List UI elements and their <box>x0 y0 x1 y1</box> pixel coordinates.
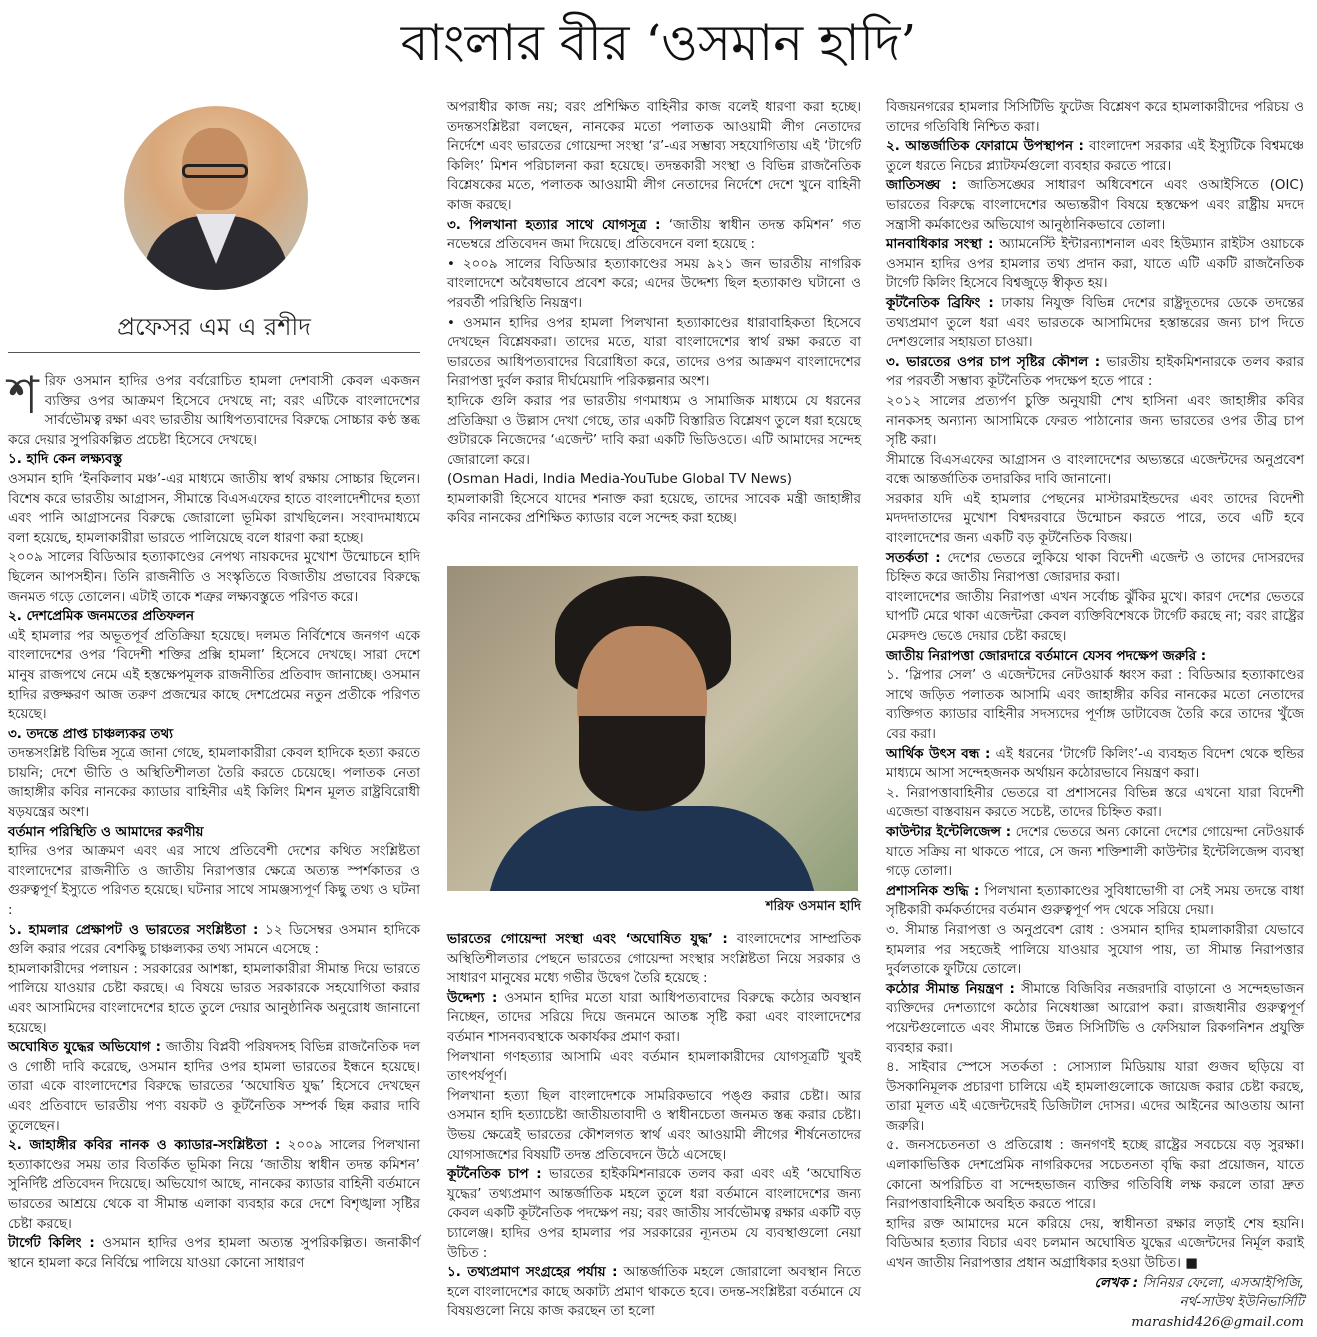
paragraph-text: এই হামলার পর অভূতপূর্ব প্রতিক্রিয়া হয়েছে। দলমত নির্বিশেষে জনগণ একে বাংলাদেশের ওপর ‘বিদেশী শক্তির প্রক্সি হামলা’ হিসেবে দেখছে। সারা দেশে মানুষ রাজপথে নেমে এই হস্তক্ষেপমূলক রাজনীতির প্রতিবাদ জানাচ্ছে। ওসমান হাদির রক্তক্ষরণ আজ তরুণ প্রজন্মের কাছে দেশপ্রেমের নতুন প্রতীকে পরিণত হয়েছে। <box>8 628 420 723</box>
article-paragraph <box>447 490 861 529</box>
article-column-3 <box>886 98 1304 1332</box>
paragraph-lead: ৩. তদন্তে প্রাপ্ত চাঞ্চল্যকর তথ্য <box>8 726 174 742</box>
author-photo <box>124 106 308 290</box>
article-paragraph <box>8 921 420 960</box>
article-column-2-bottom <box>447 930 861 1322</box>
paragraph-lead: টার্গেট কিলিং : <box>8 1236 95 1252</box>
article-paragraph <box>886 1058 1304 1136</box>
article-paragraph <box>886 1136 1304 1214</box>
paragraph-text: সীমান্তে বিজিবির নজরদারি বাড়ানো ও সন্দেহভাজন ব্যক্তিদের দেশত্যাগে কঠোর নিষেধাজ্ঞা আরোপ করা। রাজধানীর গুরুত্বপূর্ণ পয়েন্টগুলোতে এবং সীমান্তে উন্নত সিসিটিভি ও ফেসিয়াল রিকগনিশন প্রযুক্তি ব্যবহার করা। <box>886 981 1304 1056</box>
article-paragraph <box>447 392 861 470</box>
article-paragraph <box>886 980 1304 1058</box>
paragraph-lead: আর্থিক উৎস বন্ধ : <box>886 746 991 762</box>
author-email: marashid426@gmail.com <box>1131 1314 1304 1330</box>
paragraph-text: তদন্তসংশ্লিষ্ট বিভিন্ন সূত্রে জানা গেছে, হামলাকারীরা কেবল হাদিকে হত্যা করতে চায়নি; দেশে ভীতি ও অস্থিতিশীলতা তৈরি করতে চেয়েছে। পলাতক নেতা জাহাঙ্গীর কবির নানকের ক্যাডার বাহিনীর এই কিলিং মিশন মূলত রাষ্ট্রবিরোধী ষড়যন্ত্রের অংশ। <box>8 746 420 821</box>
paragraph-lead: জাতীয় নিরাপত্তা জোরদারে বর্তমানে যেসব পদক্ষেপ জরুরি : <box>886 648 1207 664</box>
article-paragraph <box>447 98 861 216</box>
paragraph-text: ২০০৯ সালের বিডিআর হত্যাকাণ্ডের নেপথ্য নায়কদের মুখোশ উন্মোচনে হাদি ছিলেন আপসহীন। তিনি রাজনীতি ও সংস্কৃতিতে বিজাতীয় প্রভাবের বিরুদ্ধে জনমত গড়ে তোলেন। এটাই তাকে শত্রুর লক্ষ্যবস্তুতে পরিণত করে। <box>8 550 420 605</box>
article-paragraph <box>886 98 1304 137</box>
paragraph-lead: উদ্দেশ্য : <box>447 990 498 1006</box>
paragraph-text: অপরাধীর কাজ নয়; বরং প্রশিক্ষিত বাহিনীর কাজ বলেই ধারণা করা হচ্ছে। তদন্তসংশ্লিষ্টরা বলছেন, নানকের মতো পলাতক আওয়ামী লীগ নেতাদের নির্দেশে এবং ভারতের গোয়েন্দা সংস্থা ‘র’-এর সম্ভাব্য সহযোগিতায় এই ‘টার্গেট কিলিং’ মিশন পরিচালনা করা হয়েছে। তদন্তকারী সংস্থা ও বিভিন্ন রাজনৈতিক বিশ্লেষকের মতে, পলাতক আওয়ামী লীগ নেতাদের নির্দেশে দেশে খুনে বাহিনী কাজ করছে। <box>447 100 861 213</box>
paragraph-lead: ৩. পিলখানা হত্যার সাথে যোগসূত্র : <box>447 217 661 233</box>
article-paragraph <box>8 960 420 1038</box>
article-paragraph <box>8 1038 420 1136</box>
section-heading <box>8 725 420 745</box>
paragraph-text: অ্যামনেস্টি ইন্টারন্যাশনাল এবং হিউম্যান রাইটস ওয়াচকে ওসমান হাদির ওপর হামলার তথ্য প্রদান করা, যাতে এটি একটি রাজনৈতিক টার্গেট কিলিং হিসেবে বিশ্বজুড়ে স্বীকৃত হয়। <box>886 237 1304 292</box>
paragraph-text: সরকার যদি এই হামলার পেছনের মাস্টারমাইন্ডদের এবং তাদের বিদেশী মদদদাতাদের মুখোশ বিশ্বদরবারে উন্মোচন করতে পারে, তবে এটি হবে বাংলাদেশের জন্য একটি বড় কূটনৈতিক বিজয়। <box>886 491 1304 547</box>
article-paragraph <box>8 1136 420 1234</box>
paragraph-text: বাংলাদেশ সরকার এই ইস্যুটিকে বিশ্বমঞ্চে তুলে ধরতে নিচের প্ল্যাটফর্মগুলো ব্যবহার করতে পারে। <box>886 139 1304 174</box>
paragraph-text: ভারতের হাইকমিশনারকে তলব করা এবং এই ‘অঘোষিত যুদ্ধের’ তথ্যপ্রমাণ আন্তর্জাতিক মহলে তুলে ধরা বর্তমানে বাংলাদেশের জন্য কেবল একটি কূটনৈতিক পদক্ষেপ নয়; বরং জাতীয় সার্বভৌমত্ব রক্ষার একটি বড় চ্যালেঞ্জ। হাদির ওপর হামলার পর সরকারের ন্যূনতম যে ব্যবস্থাগুলো নেয়া উচিত : <box>447 1167 861 1261</box>
article-paragraph <box>8 366 420 450</box>
article-paragraph <box>886 588 1304 647</box>
paragraph-text: হাদির ওপর আক্রমণ এবং এর সাথে প্রতিবেশী দেশের কথিত সংশ্লিষ্টতা বাংলাদেশের রাজনীতি ও জাতীয় নিরাপত্তার ক্ষেত্রে অত্যন্ত স্পর্শকাতর ও গুরুত্বপূর্ণ ইস্যুতে পরিণত হয়েছে। ঘটনার সাথে সামঞ্জস্যপূর্ণ কিছু তথ্য ও ঘটনা : <box>8 844 420 919</box>
article-column-2-top <box>447 98 861 529</box>
paragraph-text: ১. ‘স্লিপার সেল’ ও এজেন্টদের নেটওয়ার্ক ধ্বংস করা : বিডিআর হত্যাকাণ্ডের সাথে জড়িত পলাতক আসামি এবং জাহাঙ্গীর কবির নানকের মতো নেতাদের ব্যক্তিগত ক্যাডার বাহিনীর সদস্যদের পূর্ণাঙ্গ ডাটাবেজ তৈরি করে তাদের খুঁজে বের করা। <box>886 668 1304 742</box>
article-paragraph <box>886 1215 1304 1274</box>
author-credit <box>886 1274 1304 1313</box>
paragraph-text: বিজয়নগরের হামলার সিসিটিভি ফুটেজ বিশ্লেষণ করে হামলাকারীদের পরিচয় ও তাদের গতিবিধি নিশ্চিত করা। <box>886 100 1304 135</box>
paragraph-text: ৫. জনসচেতনতা ও প্রতিরোধ : জনগণই হচ্ছে রাষ্ট্রের সবচেয়ে বড় সুরক্ষা। এলাকাভিত্তিক দেশপ্রেমিক নাগরিকদের সচেতনতা বৃদ্ধি করা প্রয়োজন, যাতে কোনো অপরিচিত বা সন্দেহভাজন ব্যক্তির গতিবিধি লক্ষ করলে তারা দ্রুত নিরাপত্তাবাহিনীকে অবহিত করতে পারে। <box>886 1138 1304 1213</box>
paragraph-text: সীমান্তে বিএসএফের আগ্রাসন ও বাংলাদেশের অভ্যন্তরে এজেন্টদের অনুপ্রবেশ বন্ধে আন্তর্জাতিক তদারকির দাবি জানানো। <box>886 452 1304 488</box>
paragraph-text: হাদির রক্ত আমাদের মনে করিয়ে দেয়, স্বাধীনতা রক্ষার লড়াই শেষ হয়নি। বিডিআর হত্যার বিচার এবং চলমান অঘোষিত যুদ্ধের এজেন্টদের নির্মূল করাই এখন জাতীয় নিরাপত্তার প্রধান অগ্রাধিকার হওয়া উচিত। ■ <box>886 1216 1304 1272</box>
author-byline: প্রফেসর এম এ রশীদ <box>117 313 311 341</box>
article-paragraph <box>447 1263 861 1322</box>
paragraph-lead: মানবাধিকার সংস্থা : <box>886 237 994 253</box>
paragraph-text: হাদিকে গুলি করার পর ভারতীয় গণমাধ্যম ও সামাজিক মাধ্যমে যে ধরনের প্রতিক্রিয়া ও উল্লাস দেখা গেছে, তার একটি বিস্তারিত বিশ্লেষণ তুলে ধরা হয়েছে গুটারকে নিজেদের ‘এজেন্ট’ দাবি করা একটি ভিডিওতে। এটি আমাদের সন্দেহ জোরালো করে। <box>447 393 862 468</box>
article-paragraph <box>447 216 861 255</box>
article-paragraph <box>886 137 1304 176</box>
paragraph-text: ওসমান হাদির ওপর হামলা অত্যন্ত সুপরিকল্পিত। জনাকীর্ণ স্থানে হামলা করে নির্বিঘ্নে পালিয়ে যাওয়া কোনো সাধারণ <box>8 1236 420 1271</box>
paragraph-text: ২০১২ সালের প্রত্যর্পণ চুক্তি অনুযায়ী শেখ হাসিনা এবং জাহাঙ্গীর কবির নানকসহ অন্যান্য আসামিকে ফেরত পাঠানোর জন্য ভারতের ওপর তীব্র চাপ সৃষ্টি করা। <box>886 393 1304 449</box>
article-paragraph <box>886 666 1304 744</box>
article-paragraph <box>8 842 420 920</box>
paragraph-lead: ১. হামলার প্রেক্ষাপট ও ভারতের সংশ্লিষ্টতা : <box>8 922 259 938</box>
headline: বাংলার বীর ‘ওসমান হাদি’ <box>400 14 917 72</box>
paragraph-lead: জাতিসঙ্ঘ : <box>886 178 957 194</box>
paragraph-text: দেশের ভেতরে অন্য কোনো দেশের গোয়েন্দা নেটওয়ার্ক যাতে সক্রিয় না থাকতে পারে, সে জন্য শক্তিশালী কাউন্টার ইন্টেলিজেন্স ব্যবস্থা গড়ে তোলা। <box>886 824 1304 880</box>
article-paragraph <box>886 921 1304 980</box>
paragraph-text: পিলখানা হত্যা ছিল বাংলাদেশকে সামরিকভাবে পঙ্গু করার চেষ্টা। আর ওসমান হাদি হত্যাচেষ্টা জাতীয়তাবাদী ও স্বাধীনচেতা জনমত স্তব্ধ করার চেষ্টা। উভয় ক্ষেত্রেই ভারতের কৌশলগত স্বার্থ এবং আওয়ামী লীগের শীর্ষনেতাদের যোগসাজশের বিষয়টি তদন্ত প্রতিবেদনে উঠে এসেছে। <box>447 1088 861 1163</box>
article-paragraph <box>886 549 1304 588</box>
paragraph-text: ১২ ডিসেম্বর ওসমান হাদিকে গুলি করার পরের বেশকিছু চাঞ্চল্যকর তথ্য সামনে এসেছে : <box>8 922 421 958</box>
paragraph-text: আন্তর্জাতিক মহলে জোরালো অবস্থান নিতে হলে বাংলাদেশের কাছে অকাট্য প্রমাণ থাকতে হবে। তদন্ত-সংশ্লিষ্টরা বর্তমানে যে বিষয়গুলো নিয়ে কাজ করছেন তা হলো <box>447 1265 861 1320</box>
article-paragraph <box>8 548 420 607</box>
article-paragraph <box>8 627 420 725</box>
paragraph-text: ‘জাতীয় স্বাধীন তদন্ত কমিশন’ গত নভেম্বরে প্রতিবেদন জমা দিয়েছে। প্রতিবেদনে বলা হয়েছে : <box>447 217 861 253</box>
article-paragraph <box>447 470 861 490</box>
paragraph-lead: ২. দেশপ্রেমিক জনমতের প্রতিফলন <box>8 609 195 625</box>
divider <box>8 352 420 353</box>
article-paragraph <box>447 930 861 989</box>
article-paragraph <box>886 176 1304 235</box>
article-paragraph <box>8 470 420 548</box>
paragraph-text: হামলাকারী হিসেবে যাদের শনাক্ত করা হয়েছে, তাদের সাবেক মন্ত্রী জাহাঙ্গীর কবির নানকের প্রশিক্ষিত ক্যাডার বলে সন্দেহ করা হচ্ছে। <box>447 491 861 527</box>
article-paragraph <box>447 314 861 392</box>
paragraph-text: পিলখানা গণহত্যার আসামি এবং বর্তমান হামলাকারীদের যোগসূত্রটি খুবই তাৎপর্যপূর্ণ। <box>447 1049 861 1085</box>
article-paragraph <box>886 882 1304 921</box>
article-paragraph <box>886 823 1304 882</box>
paragraph-text: বাংলাদেশের সাম্প্রতিক অস্থিতিশীলতার পেছনে ভারতের গোয়েন্দা সংস্থার সংশ্লিষ্টতা নিয়ে সরকার ও সাধারণ মানুষের মধ্যে গভীর উদ্বেগ তৈরি হয়েছে : <box>447 932 862 987</box>
paragraph-lead: কূটনৈতিক চাপ : <box>447 1167 542 1183</box>
article-paragraph <box>447 255 861 314</box>
paragraph-lead: প্রশাসনিক শুদ্ধি : <box>886 883 980 899</box>
article-paragraph <box>886 784 1304 823</box>
paragraph-lead: কাউন্টার ইন্টেলিজেন্স : <box>886 824 1012 840</box>
credit-line: সিনিয়র ফেলো, এসআইপিজি, <box>1138 1275 1304 1291</box>
paragraph-text: ওসমান হাদির মতো যারা আধিপত্যবাদের বিরুদ্ধে কঠোর অবস্থান নিচ্ছেন, তাদের সরিয়ে দিয়ে জনমনে আতঙ্ক সৃষ্টি করা এবং বাংলাদেশের বর্তমান শাসনব্যবস্থাকে অকার্যকর প্রমাণ করা। <box>447 990 861 1045</box>
section-heading <box>886 647 1304 667</box>
article-paragraph <box>447 1048 861 1087</box>
paragraph-text: ঢাকায় নিযুক্ত বিভিন্ন দেশের রাষ্ট্রদূতদের ডেকে তদন্তের তথ্যপ্রমাণ তুলে ধরা এবং ভারতকে আসামিদের হস্তান্তরের জন্য চাপ দিতে দেশগুলোর সহায়তা চাওয়া। <box>886 295 1304 351</box>
paragraph-text: পিলখানা হত্যাকাণ্ডের সুবিধাভোগী বা সেই সময় তদন্তে বাধা সৃষ্টিকারী কর্মকর্তাদের বর্তমান গুরুত্বপূর্ণ পদ থেকে সরিয়ে দেয়া। <box>886 883 1304 919</box>
paragraph-lead: ২. আন্তর্জাতিক ফোরামে উপস্থাপন : <box>886 139 1084 155</box>
paragraph-lead: ২. জাহাঙ্গীর কবির নানক ও ক্যাডার-সংশ্লিষ্টতা : <box>8 1138 281 1154</box>
paragraph-text: দেশের ভেতরে লুকিয়ে থাকা বিদেশী এজেন্ট ও তাদের দোসরদের চিহ্নিত করে জাতীয় নিরাপত্তা জোরদার করা। <box>886 550 1304 586</box>
article-paragraph <box>8 744 420 822</box>
paragraph-lead: কঠোর সীমান্ত নিয়ন্ত্রণ : <box>886 981 1015 997</box>
article-paragraph <box>886 392 1304 451</box>
article-paragraph <box>886 294 1304 353</box>
paragraph-text: • ওসমান হাদির ওপর হামলা পিলখানা হত্যাকাণ্ডের ধারাবাহিকতা হিসেবে দেখছেন বিশ্লেষকরা। তাদের মতে, যারা বাংলাদেশের স্বার্থ রক্ষা করতে বা ভারতের আধিপত্যবাদের বিরোধিতা করে, তাদের ওপর আক্রমণ বাংলাদেশের নিরাপত্তা দুর্বল করার দীর্ঘমেয়াদি পরিকল্পনার অংশ। <box>447 315 861 390</box>
paragraph-text: ২০০৯ সালের পিলখানা হত্যাকাণ্ডের সময় তার বিতর্কিত ভূমিকা নিয়ে ‘জাতীয় স্বাধীন তদন্ত কমিশন’ সুনির্দিষ্ট প্রতিবেদন দিয়েছে। অভিযোগ আছে, নানকের ক্যাডার বাহিনী বর্তমানে ভারতের আশ্রয়ে থেকে বা সীমান্ত এলাকা ব্যবহার করে দেশে বিশৃঙ্খলা সৃষ্টির চেষ্টা করছে। <box>8 1138 421 1232</box>
article-paragraph <box>8 1234 420 1273</box>
paragraph-text: • ২০০৯ সালের বিডিআর হত্যাকাণ্ডের সময় ৯২১ জন ভারতীয় নাগরিক বাংলাদেশে অবৈধভাবে প্রবেশ করে; এদের উদ্দেশ্য ছিল হত্যাকাণ্ড ঘটানো ও পরবর্তী পরিস্থিতি নিয়ন্ত্রণ। <box>447 256 861 311</box>
paragraph-lead: ১. তথ্যপ্রমাণ সংগ্রহের পর্যায় : <box>447 1265 618 1281</box>
article-column-1 <box>8 366 421 1273</box>
paragraph-text: হামলাকারীদের পলায়ন : সরকারের আশঙ্কা, হামলাকারীরা সীমান্ত দিয়ে ভারতে পালিয়ে যাওয়ার চেষ্টা করছে। এ বিষয়ে ভারত সরকারকে সহযোগিতা করার এবং আসামিদের বাংলাদেশের হাতে তুলে দেয়ার আনুষ্ঠানিক অনুরোধ জানানো হয়েছে। <box>8 961 420 1036</box>
paragraph-lead: ভারতের গোয়েন্দা সংস্থা এবং ‘অঘোষিত যুদ্ধ’ : <box>447 932 728 947</box>
article-paragraph <box>447 989 861 1048</box>
drop-cap: শ <box>8 366 39 426</box>
paragraph-text: জাতীয় বিপ্লবী পরিষদসহ বিভিন্ন রাজনৈতিক দল ও গোষ্ঠী দাবি করেছে, ওসমান হাদির ওপর হামলা ভারতের ইন্ধনে হয়েছে। তারা একে বাংলাদেশের বিরুদ্ধে ভারতের ‘অঘোষিত যুদ্ধ’ হিসেবে দেখছেন এবং প্রতিবাদে ভারতীয় পণ্য বয়কট ও কূটনৈতিক সম্পর্ক ছিন্ন করার দাবি তুলেছেন। <box>8 1040 420 1134</box>
article-paragraph <box>886 451 1304 490</box>
photo-caption: শরিফ ওসমান হাদি <box>765 899 861 914</box>
paragraph-text: বাংলাদেশের জাতীয় নিরাপত্তা এখন সর্বোচ্চ ঝুঁকির মুখে। কারণ দেশের ভেতরে ঘাপটি মেরে থাকা এজেন্টরা কেবল ব্যক্তিবিশেষকে টার্গেট করছে না; বরং রাষ্ট্রের মেরুদণ্ড ভেঙে দেয়ার চেষ্টা করছে। <box>886 589 1304 645</box>
subject-photo <box>447 566 858 891</box>
credit-line: নর্থ-সাউথ ইউনিভার্সিটি <box>1179 1295 1304 1311</box>
paragraph-text: জাতিসঙ্ঘের সাধারণ অধিবেশনে এবং ওআইসিতে (OIC) ভারতের বিরুদ্ধে বাংলাদেশের অভ্যন্তরীণ বিষয়ে হস্তক্ষেপ এবং রাষ্ট্রীয় মদদে সন্ত্রাসী কর্মকাণ্ডের অভিযোগ আনুষ্ঠানিকভাবে তোলা। <box>886 178 1304 233</box>
section-heading <box>8 450 420 470</box>
article-paragraph <box>886 353 1304 392</box>
article-paragraph <box>447 1165 861 1263</box>
article-paragraph <box>886 490 1304 549</box>
article-paragraph <box>447 1087 861 1165</box>
paragraph-text: রিফ ওসমান হাদির ওপর বর্বরোচিত হামলা দেশবাসী কেবল একজন ব্যক্তির ওপর আক্রমণ হিসেবে দেখছে না; বরং এটিকে বাংলাদেশের সার্বভৌমত্ব রক্ষা এবং ভারতীয় আধিপত্যবাদের বিরুদ্ধে সোচ্চার কণ্ঠ স্তব্ধ করে দেয়ার সুপরিকল্পিত প্রচেষ্টা হিসেবে দেখছে। <box>8 374 420 448</box>
paragraph-text: (Osman Hadi, India Media-YouTube Global TV News) <box>447 472 793 488</box>
paragraph-text: ৩. সীমান্ত নিরাপত্তা ও অনুপ্রবেশ রোধ : ওসমান হাদির হামলাকারীরা যেভাবে হামলার পর সহজেই পালিয়ে যাওয়ার সুযোগ পায়, তা সীমান্ত নিরাপত্তার দুর্বলতাকে ফুটিয়ে তোলে। <box>886 922 1304 978</box>
section-heading <box>8 607 420 627</box>
article-paragraph <box>886 745 1304 784</box>
paragraph-text: ৪. সাইবার স্পেসে সতর্কতা : সোস্যাল মিডিয়ায় যারা গুজব ছড়িয়ে বা উসকানিমূলক প্রচারণা চালিয়ে এই হামলাগুলোকে জায়েজ করার চেষ্টা করছে, তারা মূলত এই এজেন্টদেরই ডিজিটাল দোসর। এদের আইনের আওতায় আনা জরুরি। <box>886 1060 1304 1134</box>
section-heading <box>8 823 420 843</box>
credit-label: লেখক : <box>1094 1275 1139 1291</box>
paragraph-lead: কূটনৈতিক ব্রিফিং : <box>886 295 994 311</box>
paragraph-lead: ৩. ভারতের ওপর চাপ সৃষ্টির কৌশল : <box>886 354 1101 370</box>
paragraph-text: এই ধরনের ‘টার্গেট কিলিং’-এ ব্যবহৃত বিদেশ থেকে হুন্ডির মাধ্যমে আসা সন্দেহজনক অর্থায়ন কঠোরভাবে নিয়ন্ত্রণ করা। <box>886 746 1305 782</box>
paragraph-lead: বর্তমান পরিস্থিতি ও আমাদের করণীয় <box>8 824 204 840</box>
paragraph-text: ২. নিরাপত্তাবাহিনীর ভেতরে বা প্রশাসনের বিভিন্ন স্তরে এখনো যারা বিদেশী এজেন্ডা বাস্তবায়ন করতে সচেষ্ট, তাদের চিহ্নিত করা। <box>886 785 1304 821</box>
paragraph-lead: ১. হাদি কেন লক্ষ্যবস্তু <box>8 452 123 468</box>
paragraph-lead: সতর্কতা : <box>886 550 941 566</box>
paragraph-lead: অঘোষিত যুদ্ধের অভিযোগ : <box>8 1040 162 1056</box>
paragraph-text: ভারতীয় হাইকমিশনারকে তলব করার পর পরবর্তী সম্ভাব্য কূটনৈতিক পদক্ষেপ হতে পারে : <box>886 354 1304 390</box>
article-paragraph <box>886 235 1304 294</box>
paragraph-text: ওসমান হাদি ‘ইনকিলাব মঞ্চ’-এর মাধ্যমে জাতীয় স্বার্থ রক্ষায় সোচ্চার ছিলেন। বিশেষ করে ভারতীয় আগ্রাসন, সীমান্তে বিএসএফের হাতে বাংলাদেশীদের হত্যা এবং পানি আগ্রাসনের বিরুদ্ধে জোরালো ভূমিকা রাখছিলেন। সংবাদমাধ্যমে বলা হয়েছে, হামলাকারীরা ভারতে পালিয়েছে বলে ধারণা করা হচ্ছে। <box>8 471 420 546</box>
